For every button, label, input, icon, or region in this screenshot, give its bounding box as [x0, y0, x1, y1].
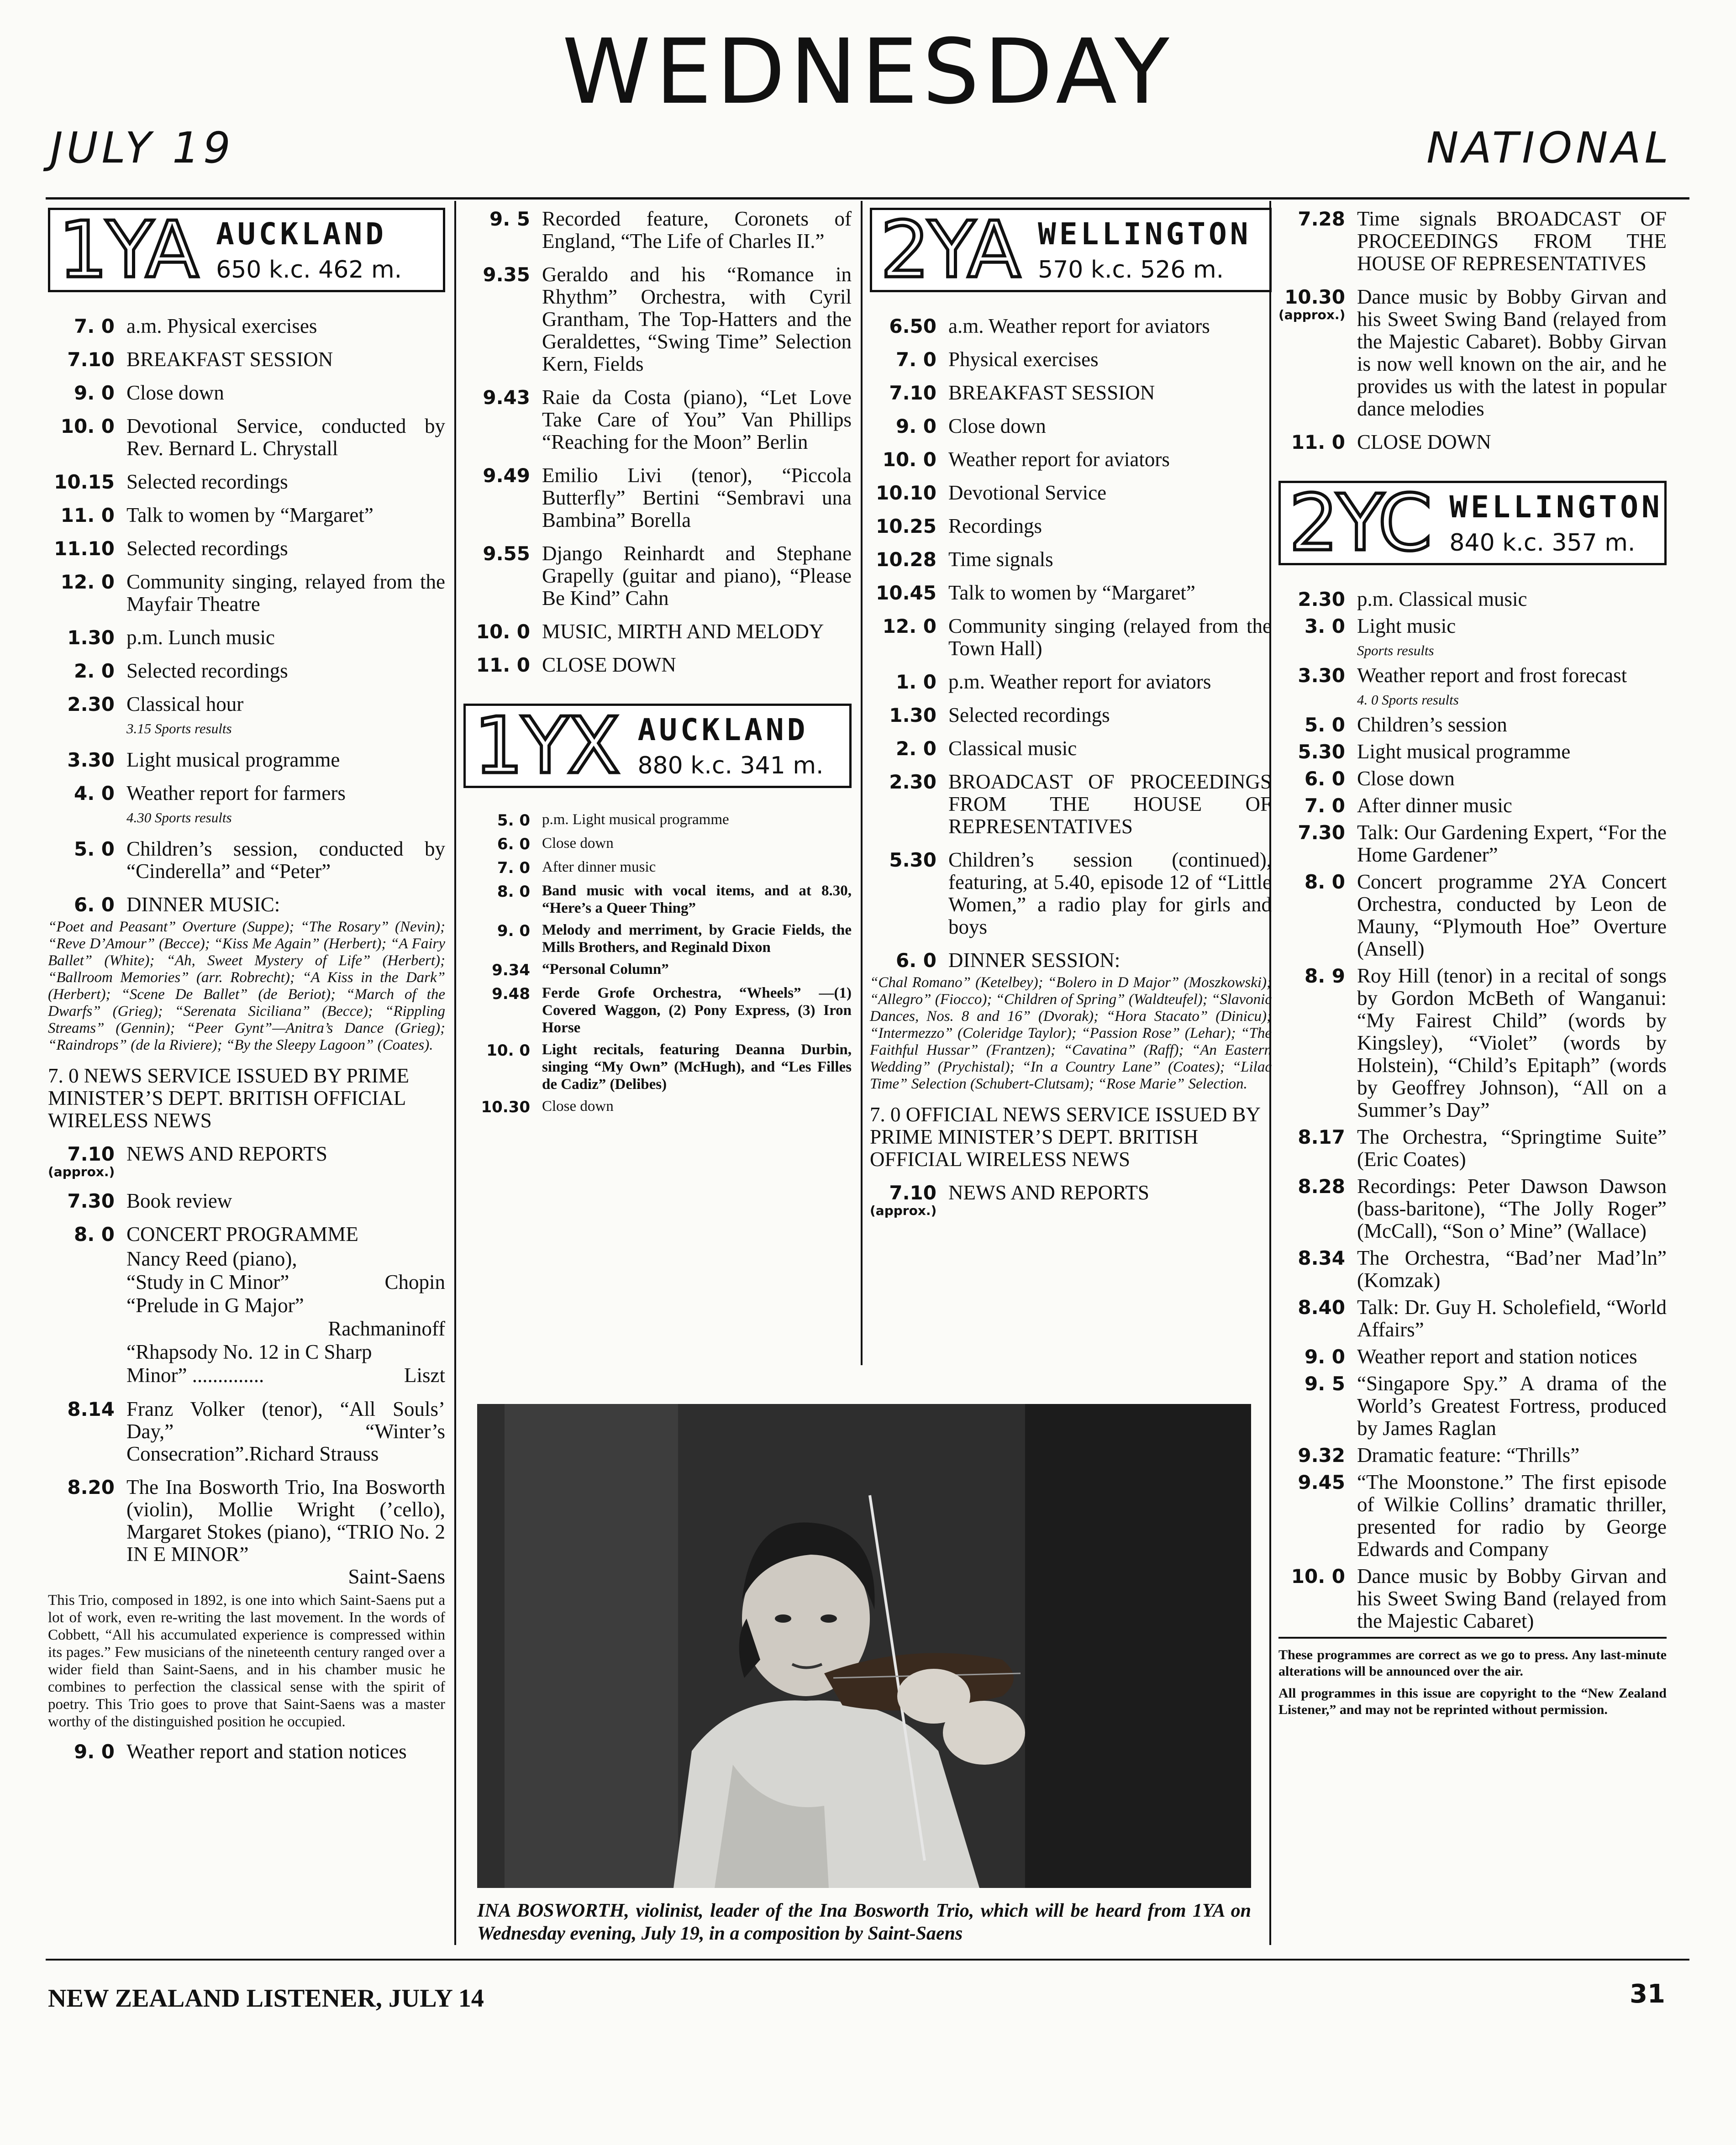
- programme-item: 12. 0 Community singing (relayed from the Town Hall): [882, 615, 1272, 660]
- programme-item: 3. 0 Light music Sports results: [1304, 615, 1456, 658]
- programme-item: 7.10 (approx.) NEWS AND REPORTS: [870, 1181, 1149, 1218]
- violinist-illustration: [477, 1404, 1251, 1888]
- page-number: 31: [1630, 1979, 1665, 2009]
- programme-item: 7. 0 After dinner music: [497, 859, 656, 877]
- programme-item: 9.32 Dramatic feature: “Thrills”: [1298, 1444, 1580, 1467]
- programme-item: 8. 0 CONCERT PROGRAMME: [74, 1223, 358, 1246]
- programme-item: 2.30 BROADCAST OF PROCEEDINGS FROM THE HOUSE OF REPRESENTATIVES: [889, 770, 1272, 838]
- programme-item: 7.30 Book review: [67, 1189, 232, 1212]
- programme-item: 3.30 Light musical programme: [67, 748, 340, 771]
- programme-item: 10. 0 Light recitals, featuring Deanna Durbin, singing “My Own” (McHugh), and “Les Filles de Cadiz” (Delibes): [486, 1041, 852, 1093]
- station-frequency: 650 k.c. 462 m.: [216, 256, 402, 284]
- programme-item: 11. 0 Talk to women by “Margaret”: [60, 504, 374, 526]
- column-1ya: [48, 205, 445, 1774]
- station-callsign: 1YA: [58, 205, 197, 295]
- dinner-music-list: “Poet and Peasant” Overture (Suppe); “The Rosary” (Nevin); “Reve D’Amour” (Becce); “Kiss Me Again” (Herbert); “A Fairy Ballet” (White); “Ah, Sweet Mystery of Life” (Herbert); “Ballroom Memories” (arr. Robrecht); “A Kiss in the Dark” (Herbert); “Scene De Ballet” (de Beriot); “March of the Dwarfs” (Grieg); “Serenata Siciliana” (Becce); “Rippling Streams” (Gennin); “Peer Gynt”—Anitra’s Dance (Grieg); “Raindrops” (de la Riviere); “By the Sleepy Lagoon” (Coates).: [48, 919, 445, 1053]
- programme-item: 9.55 Django Reinhardt and Stephane Grapelly (guitar and piano), “Please Be Kind” Cahn: [483, 542, 852, 610]
- programme-item: 10.30 Close down: [481, 1098, 614, 1116]
- trio-note: This Trio, composed in 1892, is one into which Saint-Saens put a lot of work, even re-writing the last movement. In the words of Cobbett, “All his accumulated experience is compressed within its pages.” Few musicians of the nineteenth century ranged over a wider field than Saint-Saens, and in his chamber music he combines to perfection the classical sense with the spirit of poetry. This Trio goes to prove that Saint-Saens was a master worthy of the distinguished position he occupied.: [48, 1592, 445, 1730]
- station-box-2ya: [870, 205, 1272, 295]
- programme-item: 8. 0 Band music with vocal items, and at 8.30, “Here’s a Queer Thing”: [497, 883, 852, 916]
- programme-item: 9. 5 Recorded feature, Coronets of England, “The Life of Charles II.”: [489, 207, 852, 252]
- station-city: AUCKLAND: [216, 216, 387, 252]
- programme-item: 9.49 Emilio Livi (tenor), “Piccola Butterfly” Bertini “Sembravi una Bambina” Borella: [483, 464, 852, 531]
- programme-item: 9. 0 Close down: [895, 415, 1046, 437]
- programme-item: 10.28 Time signals: [876, 548, 1053, 571]
- programme-item: 9. 0 Weather report and station notices: [1304, 1345, 1637, 1368]
- alterations-notice: These programmes are correct as we go to press. Any last-minute alterations will be announced over the air.: [1278, 1647, 1667, 1679]
- programme-item: 10. 0 Weather report for aviators: [882, 448, 1170, 471]
- station-frequency: 840 k.c. 357 m.: [1449, 529, 1636, 557]
- programme-item: 10.10 Devotional Service: [876, 481, 1107, 504]
- dinner-session-list: “Chal Romano” (Ketelbey); “Bolero in D Major” (Moszkowski); “Allegro” (Fiocco); “Children of Spring” (Waldteufel); “Slavonic Dances, Nos. 8 and 16” (Dvorak); “Hora Stacato” (Dinicu); “Intermezzo” (Coleridge Taylor); “Passion Rose” (Lehar); “The Faithful Hussar” (Frantzen); “Cavatina” (Raff); “An Eastern Wedding” (Prychistal); “In a Country Lane” (Coates); “Lilac Time” Selection (Schubert-Clutsam); “Rose Marie” Selection.: [870, 974, 1272, 1092]
- programme-item: 8.14 Franz Volker (tenor), “All Souls’ Day,” “Winter’s Consecration”.Richard Strauss: [67, 1398, 445, 1465]
- programme-item: 10.15 Selected recordings: [54, 470, 288, 493]
- programme-item: 2. 0 Selected recordings: [74, 659, 288, 682]
- column-1ya-continued: [463, 208, 852, 1121]
- programme-item: 11. 0 CLOSE DOWN: [1291, 431, 1491, 453]
- programme-item: 5.30 Children’s session (continued), featuring, at 5.40, episode 12 of “Little Women,” a radio play for girls and boys: [889, 848, 1272, 938]
- copyright-notice: All programmes in this issue are copyright to the “New Zealand Listener,” and may not be reprinted without permission.: [1278, 1686, 1667, 1717]
- station-box-1ya: [48, 205, 445, 295]
- programme-item: 10. 0 MUSIC, MIRTH AND MELODY: [476, 620, 824, 643]
- sports-results-note: Sports results: [1357, 642, 1434, 658]
- programme-item: 2. 0 Classical music: [895, 737, 1077, 760]
- programme-item: 6.50 a.m. Weather report for aviators: [889, 315, 1210, 337]
- programme-item: 9. 0 Melody and merriment, by Gracie Fields, the Mills Brothers, and Reginald Dixon: [497, 922, 852, 956]
- programme-item: 5. 0 p.m. Light musical programme: [497, 811, 729, 830]
- programme-item: 1.30 p.m. Lunch music: [67, 626, 275, 649]
- bottom-rule: [46, 1959, 1689, 1961]
- station-box-2yc: [1278, 478, 1667, 568]
- sports-results-note: 4.30 Sports results: [126, 810, 232, 825]
- programme-item: 3.30 Weather report and frost forecast 4. 0 Sports results: [1298, 664, 1627, 708]
- programme-item: 10.30 (approx.) Dance music by Bobby Girvan and his Sweet Swing Band (relayed from the Majestic Cabaret). Bobby Girvan is now well known on the air, and he provides us with the latest in popular dance melodies: [1278, 285, 1667, 420]
- programme-item: 9.48 Ferde Grofe Orchestra, “Wheels” —(1) Covered Waggon, (2) Pony Express, (3) Iron Horse: [492, 985, 852, 1036]
- programme-item: 7. 0 a.m. Physical exercises: [74, 315, 317, 337]
- programme-item: 7. 0 Physical exercises: [895, 348, 1099, 371]
- programme-item: 9.45 “The Moonstone.” The first episode of Wilkie Collins’ dramatic thriller, presented for radio by George Edwards and Company: [1298, 1471, 1667, 1561]
- programme-item: 5. 0 Children’s session, conducted by “Cinderella” and “Peter”: [74, 837, 445, 883]
- programme-item: 7.28 Time signals BROADCAST OF PROCEEDINGS FROM THE HOUSE OF REPRESENTATIVES: [1298, 207, 1667, 275]
- approx-note: (approx.): [48, 1164, 115, 1179]
- programme-item: 8. 0 Concert programme 2YA Concert Orchestra, conducted by Leon de Mauny, “Plymouth Hoe” Overture (Ansell): [1304, 870, 1667, 960]
- network-label: NATIONAL: [1426, 123, 1672, 173]
- station-city: WELLINGTON: [1449, 489, 1663, 525]
- concert-details: Nancy Reed (piano), “Study in C Minor” Chopin “Prelude in G Major” Rachmaninoff “Rhapsody No. 12 in C Sharp Minor” .............. Liszt: [126, 1247, 445, 1387]
- programme-item: 7.10 (approx.) NEWS AND REPORTS: [48, 1142, 327, 1179]
- programme-item: 10.45 Talk to women by “Margaret”: [876, 581, 1195, 604]
- station-frequency: 880 k.c. 341 m.: [637, 752, 824, 779]
- programme-item: 2.30 p.m. Classical music: [1298, 588, 1527, 610]
- programme-item: 9. 0 Weather report and station notices: [74, 1740, 407, 1763]
- programme-item: 8.40 Talk: Dr. Guy H. Scholefield, “World Affairs”: [1298, 1296, 1667, 1341]
- programme-item: 9. 5 “Singapore Spy.” A drama of the World’s Greatest Fortress, produced by James Raglan: [1304, 1372, 1667, 1440]
- news-service: 7. 0 NEWS SERVICE ISSUED BY PRIME MINISTER’S DEPT. BRITISH OFFICIAL WIRELESS NEWS: [48, 1064, 410, 1132]
- station-box-1yx: [463, 700, 852, 791]
- programme-item: 6. 0 DINNER MUSIC:: [74, 893, 280, 916]
- approx-note: (approx.): [870, 1203, 937, 1218]
- sports-results-note: 3.15 Sports results: [126, 720, 232, 736]
- programme-item: 7.30 Talk: Our Gardening Expert, “For the Home Gardener”: [1298, 821, 1667, 866]
- ina-bosworth-photo: [477, 1404, 1251, 1888]
- programme-item: 9. 0 Close down: [74, 381, 224, 404]
- date-label: JULY 19: [50, 123, 234, 173]
- programme-item: 10. 0 Devotional Service, conducted by Rev. Bernard L. Chrystall: [60, 415, 445, 460]
- approx-note: (approx.): [1278, 307, 1346, 322]
- programme-item: 2.30 Classical hour 3.15 Sports results: [67, 693, 244, 736]
- column-2yc: [1278, 208, 1667, 1718]
- day-heading: WEDNESDAY: [562, 20, 1174, 124]
- station-city: AUCKLAND: [637, 712, 809, 747]
- programme-item: 6. 0 Close down: [497, 835, 614, 853]
- programme-item: 11. 0 CLOSE DOWN: [476, 653, 676, 676]
- programme-item: 8.28 Recordings: Peter Dawson Dawson (bass-baritone), “The Jolly Roger” (McCall), “Son o’ Mine” (Wallace): [1298, 1175, 1667, 1242]
- programme-item: 9.35 Geraldo and his “Romance in Rhythm” Orchestra, with Cyril Grantham, The Top-Hatters and the Geraldettes, “Swing Time” Selection Kern, Fields: [483, 263, 852, 375]
- station-frequency: 570 k.c. 526 m.: [1038, 256, 1224, 284]
- news-service: 7. 0 OFFICIAL NEWS SERVICE ISSUED BY PRIME MINISTER’S DEPT. BRITISH OFFICIAL WIRELESS NEWS: [870, 1103, 1260, 1171]
- programme-item: 6. 0 Close down: [1304, 767, 1455, 790]
- station-city: WELLINGTON: [1038, 216, 1252, 252]
- programme-item: 8. 9 Roy Hill (tenor) in a recital of songs by Gordon McBeth of Wanganui: “My Fairest Child” (words by Kingsley), “Violet” (words by Holstein), “Child’s Epitaph” (words by Geoffrey Johnson), “All on a Summer’s Day”: [1304, 964, 1667, 1121]
- column-divider-2: [861, 201, 863, 1365]
- programme-item: 1. 0 p.m. Weather report for aviators: [895, 670, 1211, 693]
- programme-item: 8.34 The Orchestra, “Bad’ner Mad’ln” (Komzak): [1298, 1246, 1667, 1292]
- programme-item: 8.17 The Orchestra, “Springtime Suite” (Eric Coates): [1298, 1125, 1667, 1171]
- programme-item: 10.25 Recordings: [876, 515, 1042, 537]
- programme-item: 9.34 “Personal Column”: [492, 961, 669, 979]
- composer-name: Saint-Saens: [348, 1565, 445, 1588]
- programme-item: 7.10 BREAKFAST SESSION: [67, 348, 333, 371]
- programme-item: 7.10 BREAKFAST SESSION: [889, 381, 1155, 404]
- programme-item: 7. 0 After dinner music: [1304, 794, 1512, 817]
- programme-item: 12. 0 Community singing, relayed from the Mayfair Theatre: [60, 570, 445, 615]
- programme-item: 8.20 The Ina Bosworth Trio, Ina Bosworth (violin), Mollie Wright (’cello), Margaret Stokes (piano), “TRIO No. 2 IN E MINOR”: [67, 1476, 445, 1566]
- photo-caption: INA BOSWORTH, violinist, leader of the Ina Bosworth Trio, which will be heard from 1YA on Wednesday evening, July 19, in a composition by Saint-Saens: [477, 1900, 1251, 1944]
- programme-item: 6. 0 DINNER SESSION:: [895, 949, 1121, 972]
- publication-footer: NEW ZEALAND LISTENER, JULY 14: [48, 1984, 484, 2013]
- programme-item: 1.30 Selected recordings: [889, 704, 1110, 726]
- notice-rule: [1278, 1637, 1667, 1639]
- programme-item: 4. 0 Weather report for farmers 4.30 Sports results: [74, 782, 346, 825]
- top-rule: [46, 197, 1689, 200]
- column-divider-1: [454, 201, 456, 1945]
- programme-item: 9.43 Raie da Costa (piano), “Let Love Take Care of You” Van Phillips “Reaching for the Moon” Berlin: [483, 386, 852, 453]
- sports-results-note: 4. 0 Sports results: [1357, 692, 1459, 708]
- programme-item: 10. 0 Dance music by Bobby Girvan and his Sweet Swing Band (relayed from the Majestic Cabaret): [1291, 1565, 1667, 1632]
- column-2ya: [870, 205, 1272, 1229]
- programme-item: 11.10 Selected recordings: [54, 537, 288, 560]
- programme-item: 5.30 Light musical programme: [1298, 740, 1571, 763]
- station-callsign: 1YX: [474, 700, 619, 791]
- station-callsign: 2YA: [880, 205, 1019, 295]
- station-callsign: 2YC: [1289, 478, 1431, 568]
- programme-item: 5. 0 Children’s session: [1304, 713, 1507, 736]
